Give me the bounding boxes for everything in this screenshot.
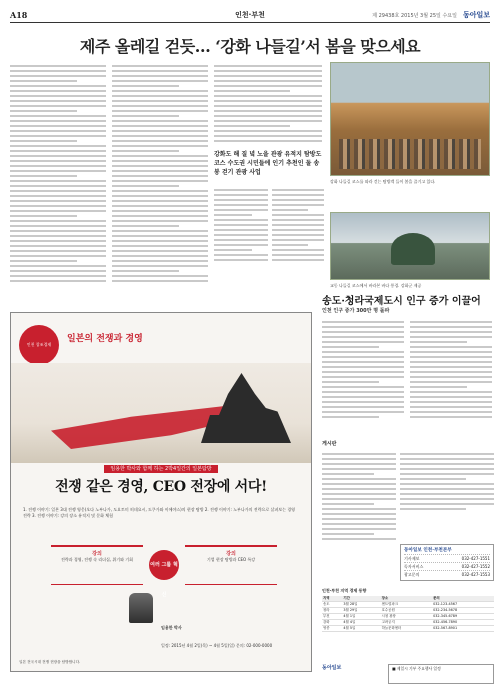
- table-cell: 4월 5일: [342, 626, 380, 632]
- table-cell: 부천: [322, 614, 342, 620]
- table-header: 기간: [342, 596, 380, 602]
- table-cell: 4월 4일: [342, 620, 380, 626]
- main-photo: [330, 62, 490, 176]
- article-column-5: [272, 186, 324, 264]
- table-cell: 고려궁지: [381, 620, 432, 626]
- ad-slogan-text: 임용한 박사와 함께 하는 2박4일간의 일본탐방: [104, 465, 217, 473]
- article-column-4: [214, 186, 268, 264]
- table-title: 인천·부천 지역 경제 동향: [322, 588, 367, 593]
- right-subhead: 인천 인구 증가 300만 명 돌파: [322, 308, 390, 314]
- table-cell: 3월 28일: [342, 602, 380, 608]
- table-cell: 032-123-4567: [432, 602, 494, 608]
- table-cell: 3월 29일: [342, 608, 380, 614]
- table-header: 장소: [381, 596, 432, 602]
- footer-brand: 동아일보: [322, 665, 342, 671]
- notice-column-1: [322, 450, 396, 543]
- table-cell: 강화: [322, 620, 342, 626]
- contact-label: 기사제보: [404, 556, 420, 561]
- ad-body: 1. 전쟁 이야기: 일본 3대 전쟁 영웅(오다 노부나가, 도요토미 히데요시, 도쿠가와 이에야스)의 현장 탐방 2. 전쟁 이야기: 노부나가의 전략으로 살펴보는 경영 전략 3. 전쟁 이야기: 강의 장소 유적지 및 문화 체험: [23, 507, 295, 518]
- ad-artwork: [11, 363, 311, 463]
- ad-badge: 일본의 전쟁과 경영: [67, 334, 143, 344]
- ad-box-right-title: 강의: [226, 551, 236, 557]
- ad-box-left: [51, 545, 143, 585]
- section-title: 인천·부천: [235, 11, 265, 19]
- contact-row: [404, 554, 490, 562]
- contact-title: 동아일보 인천·부천본부: [404, 548, 452, 553]
- ad-slogan: [11, 465, 311, 472]
- contact-box: [400, 544, 494, 581]
- footer-note: ■ 제일시 기부 주요행사 일정: [388, 664, 494, 684]
- contact-value: 032-427-1553: [461, 572, 490, 577]
- contact-row: [404, 562, 490, 570]
- table-cell: 청라: [322, 608, 342, 614]
- table-cell: 032-456-7890: [432, 620, 494, 626]
- ad-title: 전쟁 같은 경영, CEO 전장에 서다!: [55, 479, 267, 495]
- page-number: A18: [10, 10, 28, 20]
- contact-value: 032-427-1551: [461, 556, 490, 561]
- table-cell: 하늘문화센터: [381, 626, 432, 632]
- ad-footer-note: 일본 전국시대 전쟁 현장을 탐방합니다.: [19, 660, 81, 664]
- table-cell: 센트럴파크: [381, 602, 432, 608]
- photo-people: [339, 139, 481, 169]
- ad-speaker-name: 임용한 박사: [161, 625, 182, 630]
- table-cell: 송도: [322, 602, 342, 608]
- table-cell: 영종: [322, 626, 342, 632]
- ad-box-left-title: 강의: [92, 551, 102, 557]
- ad-program-boxes: [51, 545, 277, 598]
- contact-row: [404, 570, 490, 578]
- photo-island: [391, 233, 435, 265]
- ad-box-left-text: 전략과 경영, 전쟁 속 리더십, 위기와 기회: [61, 557, 133, 562]
- right-column-1: [322, 318, 404, 421]
- ad-circle-badge: 여러 그룹 혁신: [149, 550, 179, 580]
- ad-brand-logo: 인천 창조경제: [19, 325, 59, 365]
- secondary-photo: [330, 212, 490, 280]
- article-column-1: [10, 62, 106, 285]
- table-row: [322, 626, 494, 632]
- contact-value: 032-427-1552: [461, 564, 490, 569]
- table-cell: 032-345-6789: [432, 614, 494, 620]
- paper-name: 동아일보: [462, 11, 490, 19]
- ad-box-right-text: 기업 현장 탐방과 CEO 특강: [206, 557, 256, 562]
- contact-label: 광고문의: [404, 572, 420, 577]
- table-cell: 032-234-5678: [432, 608, 494, 614]
- table-cell: 호수공원: [381, 608, 432, 614]
- photo2-caption: 교동 나들길 코스에서 바라본 바다 풍경. 강화군 제공: [330, 283, 422, 288]
- right-column-2: [410, 318, 492, 421]
- main-headline: 제주 올레길 걷듯… ‘강화 나들길’서 봄을 맞으세요: [79, 37, 421, 56]
- table-cell: 4월 1일: [342, 614, 380, 620]
- table-header: 문의: [432, 596, 494, 602]
- photo-caption: 강화 나들길 코스를 따라 걷는 탐방객 들이 봄을 즐기고 있다.: [330, 179, 436, 184]
- article-subhead: 강화도 해 질 녘 노을 관광 유적지 탐방도 코스 수도권 시민들에 인기 추천인 둘 송봉 걷기 관광 사업: [214, 151, 322, 176]
- info-table: [322, 596, 494, 632]
- page-header: [10, 8, 490, 22]
- table-header: 지역: [322, 596, 342, 602]
- advertisement: [10, 312, 312, 672]
- notice-column-2: [400, 450, 494, 513]
- ad-box-right: [185, 545, 277, 585]
- table-cell: 시청 광장: [381, 614, 432, 620]
- header-rule: [10, 22, 490, 23]
- article-column-3: [214, 62, 322, 145]
- ad-speaker-photo: [129, 593, 153, 623]
- notice-board-label: 게시판: [322, 441, 337, 447]
- contact-label: 독자서비스: [404, 564, 424, 569]
- table-cell: 032-567-8901: [432, 626, 494, 632]
- ad-info: 일정: 2015년 4월 2일(목) ~ 4월 5일(일) 문의: 02-000-0000: [161, 643, 273, 648]
- issue-info: 제 29438호 2015년 3월 25일 수요일: [372, 12, 457, 19]
- right-headline: 송도·청라국제도시 인구 증가 이끌어: [322, 296, 481, 307]
- article-column-2: [112, 62, 208, 285]
